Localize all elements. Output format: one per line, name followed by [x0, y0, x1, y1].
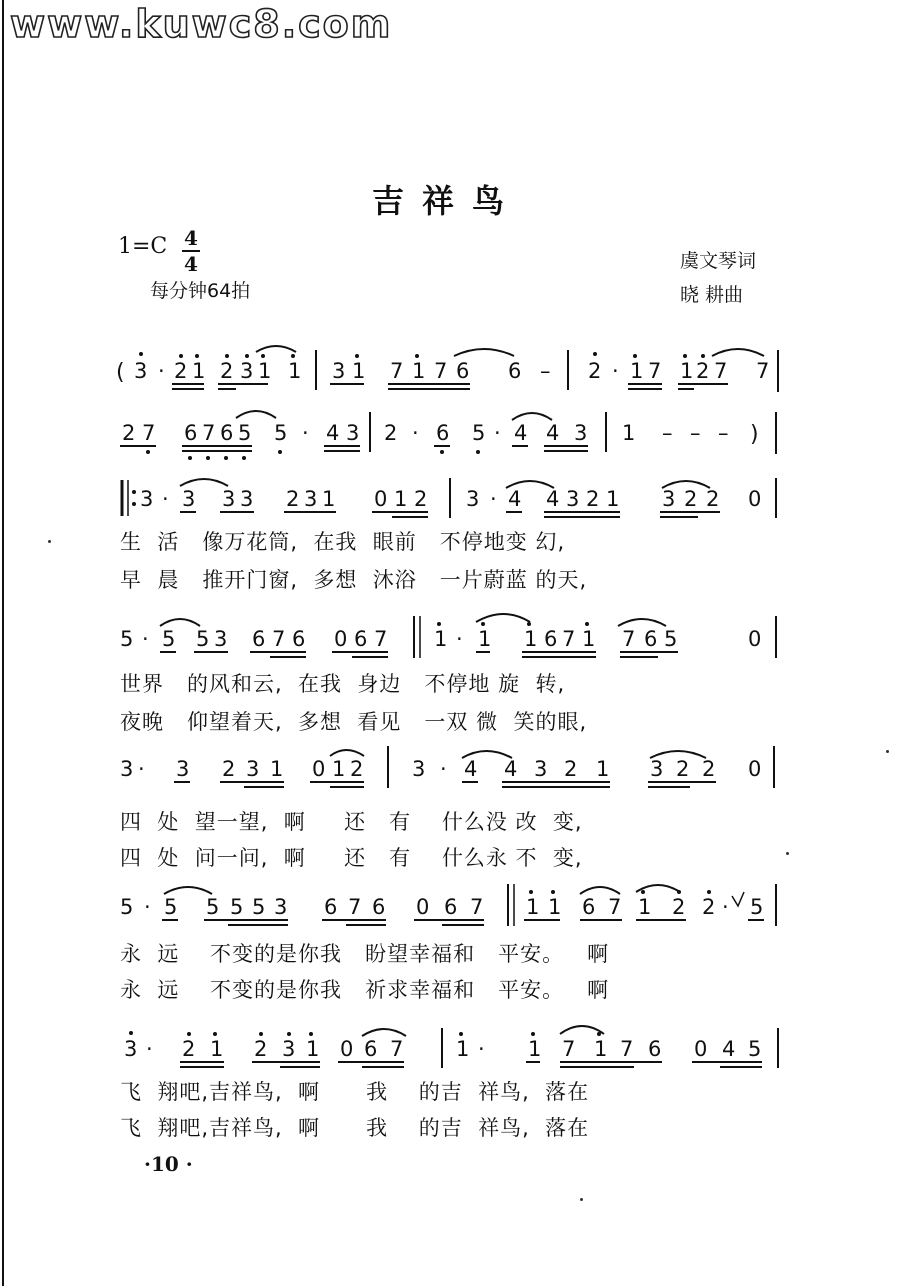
lyric-verse2-line4: 永 远 不变的是你我 祈求幸福和 平安。 啊: [120, 978, 610, 1002]
key-signature: 1=C: [118, 234, 168, 259]
note: 6: [544, 627, 558, 651]
note: 1: [192, 359, 206, 383]
meter-bottom: 4: [184, 252, 198, 276]
note: ·: [722, 895, 729, 919]
lyric-verse1-line2: 世界 的风和云, 在我 身边 不停地 旋 转,: [120, 672, 566, 696]
note: 1: [526, 895, 540, 919]
note: 1: [258, 359, 272, 383]
note: 5: [120, 627, 134, 651]
notation-line-3: [122, 478, 776, 518]
notation-line-4: [120, 614, 776, 658]
note: 5: [162, 627, 176, 651]
note: –: [540, 359, 551, 383]
note: 4: [508, 487, 522, 511]
note: 1: [630, 359, 644, 383]
open-paren: (: [116, 360, 125, 385]
note: 7: [390, 359, 404, 383]
note: 6: [364, 1037, 378, 1061]
time-signature: [180, 226, 202, 276]
note: 2: [586, 487, 600, 511]
note: 1: [582, 627, 596, 651]
note: 2: [122, 421, 136, 445]
note: 3: [346, 421, 360, 445]
note: 5: [750, 895, 764, 919]
note: 7: [470, 895, 484, 919]
note: 4: [326, 421, 340, 445]
note: 3: [240, 487, 254, 511]
note: 7: [608, 895, 622, 919]
credits: [680, 244, 756, 312]
note: 0: [694, 1037, 708, 1061]
note: 4: [546, 487, 560, 511]
note: 2: [706, 487, 720, 511]
note: 3: [304, 487, 318, 511]
note: 7: [272, 627, 286, 651]
note: 3: [274, 895, 288, 919]
note: 0: [748, 757, 762, 781]
note: 3: [240, 359, 254, 383]
note: 7: [434, 359, 448, 383]
note: 3: [222, 487, 236, 511]
note: 5: [274, 421, 288, 445]
note: 7: [202, 421, 216, 445]
note: 3: [332, 359, 346, 383]
note: 1: [288, 359, 302, 383]
scan-speck: [886, 750, 889, 753]
note: 2: [588, 359, 602, 383]
note: 1: [332, 757, 346, 781]
page-number: ·10 ·: [144, 1152, 193, 1176]
note: 7: [648, 359, 662, 383]
note: 6: [436, 421, 450, 445]
note: 4: [464, 757, 478, 781]
note: 6: [372, 895, 386, 919]
note: 7: [562, 627, 576, 651]
note: 2: [676, 757, 690, 781]
note: 1: [412, 359, 426, 383]
note: 2: [696, 359, 710, 383]
note: 3: [662, 487, 676, 511]
note: 1: [352, 359, 366, 383]
lyricist: 虞文琴词: [680, 250, 757, 272]
notation-line-7: [124, 1026, 778, 1068]
note: 1: [596, 757, 610, 781]
close-paren: ): [750, 422, 759, 447]
lyric-verse1-line5: 飞 翔吧,吉祥鸟, 啊 我 的吉 祥鸟, 落在: [120, 1080, 590, 1104]
song-title: 吉祥鸟: [372, 182, 523, 220]
note: 7: [714, 359, 728, 383]
note: ·: [302, 421, 309, 445]
note: 3: [412, 757, 426, 781]
note: 1: [548, 895, 562, 919]
note: 3: [282, 1037, 296, 1061]
note: ·: [162, 487, 169, 511]
note: ·: [456, 627, 463, 651]
note: 1: [478, 627, 492, 651]
note: 3: [134, 359, 148, 383]
note: 7: [142, 421, 156, 445]
note: 2: [564, 757, 578, 781]
note: –: [690, 421, 701, 445]
note: 2: [384, 421, 398, 445]
note: ·: [138, 757, 145, 781]
note: 7: [374, 627, 388, 651]
note: –: [718, 421, 729, 445]
note: 7: [622, 627, 636, 651]
note: ·: [494, 421, 501, 445]
page-edge: [2, 0, 4, 1286]
note: 6: [324, 895, 338, 919]
lyric-verse2-line5: 飞 翔吧,吉祥鸟, 啊 我 的吉 祥鸟, 落在: [120, 1116, 590, 1140]
composer: 晓 耕曲: [680, 284, 744, 306]
note: 6: [644, 627, 658, 651]
lyric-verse2-line3: 四 处 问一问, 啊 还 有 什么永 不 变,: [120, 846, 583, 870]
meter-top: 4: [184, 226, 198, 250]
note: 5: [230, 895, 244, 919]
note: 0: [374, 487, 388, 511]
note: ·: [612, 359, 619, 383]
note: 5: [748, 1037, 762, 1061]
note: 6: [456, 359, 470, 383]
note: –: [662, 421, 673, 445]
note: 2: [254, 1037, 268, 1061]
note: 6: [220, 421, 234, 445]
scan-speck: [48, 540, 51, 543]
note: 1: [528, 1037, 542, 1061]
note: 1: [270, 757, 284, 781]
note: 3: [176, 757, 190, 781]
note: 1: [322, 487, 336, 511]
note: 1: [394, 487, 408, 511]
notation-line-2: [120, 411, 776, 460]
notation-line-1: [116, 346, 778, 392]
note: 0: [334, 627, 348, 651]
lyric-verse2-line2: 夜晚 仰望着天, 多想 看见 一双 微 笑的眼,: [120, 710, 588, 734]
note: 2: [414, 487, 428, 511]
note: 2: [220, 359, 234, 383]
note: 7: [620, 1037, 634, 1061]
note: 6: [252, 627, 266, 651]
note: 2: [286, 487, 300, 511]
note: 4: [504, 757, 518, 781]
note: 2: [174, 359, 188, 383]
note: 0: [312, 757, 326, 781]
note: 1: [594, 1037, 608, 1061]
note: ·: [142, 627, 149, 651]
note: 5: [206, 895, 220, 919]
note: 1: [456, 1037, 470, 1061]
note: 0: [340, 1037, 354, 1061]
note: 2: [222, 757, 236, 781]
note: 2: [672, 895, 686, 919]
note: 3: [214, 627, 228, 651]
note: 6: [184, 421, 198, 445]
note: 5: [664, 627, 678, 651]
note: ·: [412, 421, 419, 445]
lyric-verse1-line1: 生 活 像万花筒, 在我 眼前 不停地变 幻,: [120, 530, 566, 554]
note: 0: [748, 627, 762, 651]
note: 1: [210, 1037, 224, 1061]
note: 1: [638, 895, 652, 919]
note: 1: [680, 359, 694, 383]
note: 3: [120, 757, 134, 781]
note: 2: [182, 1037, 196, 1061]
note: 3: [124, 1037, 138, 1061]
note: 6: [508, 359, 522, 383]
note: 1: [306, 1037, 320, 1061]
note: 7: [756, 359, 770, 383]
note: 3: [534, 757, 548, 781]
note: 1: [434, 627, 448, 651]
watermark: www.kuwc8.com: [10, 2, 393, 46]
note: 3: [246, 757, 260, 781]
note: 4: [722, 1037, 736, 1061]
lyric-verse1-line3: 四 处 望一望, 啊 还 有 什么没 改 变,: [120, 810, 583, 834]
note: 0: [416, 895, 430, 919]
note: 5: [164, 895, 178, 919]
note: ·: [144, 895, 151, 919]
scan-speck: [786, 852, 789, 855]
note: 3: [650, 757, 664, 781]
note: 6: [292, 627, 306, 651]
note: 1: [524, 627, 538, 651]
note: ·: [478, 1037, 485, 1061]
scan-speck: [580, 1198, 583, 1201]
note: 6: [648, 1037, 662, 1061]
note: 3: [574, 421, 588, 445]
note: 5: [120, 895, 134, 919]
note: 0: [748, 487, 762, 511]
note: 1: [622, 421, 636, 445]
tempo-marking: 每分钟64拍: [150, 280, 251, 302]
lyric-verse1-line4: 永 远 不变的是你我 盼望幸福和 平安。 啊: [120, 942, 610, 966]
note: 6: [354, 627, 368, 651]
lyric-verse2-line1: 早 晨 推开门窗, 多想 沐浴 一片蔚蓝 的天,: [120, 568, 588, 592]
note: 2: [684, 487, 698, 511]
note: ·: [146, 1037, 153, 1061]
note: 3: [466, 487, 480, 511]
note: 5: [252, 895, 266, 919]
note: 5: [196, 627, 210, 651]
notation-line-5: [120, 746, 774, 788]
note: 7: [390, 1037, 404, 1061]
note: ·: [440, 757, 447, 781]
note: 6: [582, 895, 596, 919]
note: ·: [158, 359, 165, 383]
note: 3: [566, 487, 580, 511]
note: ·: [490, 487, 497, 511]
note: 2: [702, 895, 716, 919]
note: 2: [702, 757, 716, 781]
note: 1: [606, 487, 620, 511]
note: 5: [238, 421, 252, 445]
note: 4: [514, 421, 528, 445]
note: 3: [182, 487, 196, 511]
note: 6: [444, 895, 458, 919]
note: 3: [140, 487, 154, 511]
note: 4: [546, 421, 560, 445]
note: 5: [472, 421, 486, 445]
note: 2: [350, 757, 364, 781]
note: 7: [348, 895, 362, 919]
note: 7: [562, 1037, 576, 1061]
notation-line-6: [120, 884, 776, 926]
